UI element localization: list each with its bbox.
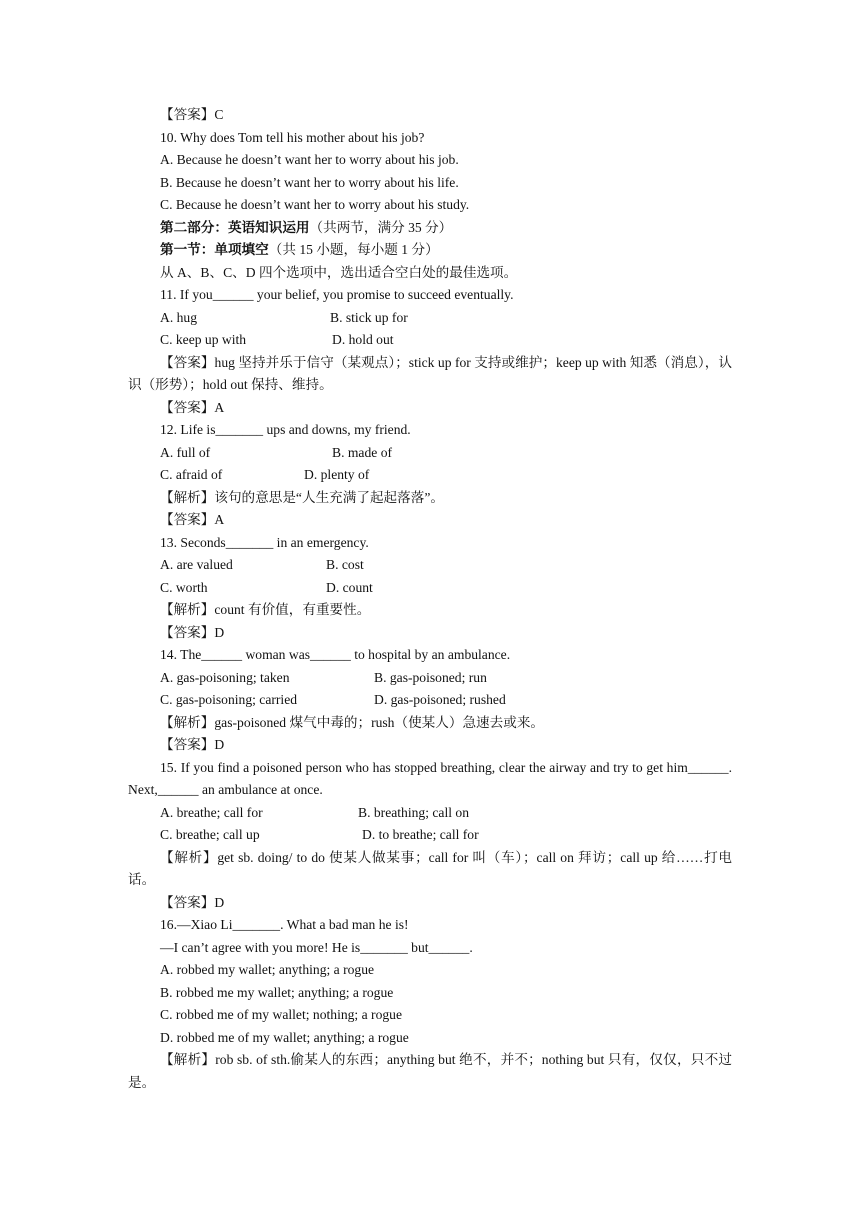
section1-note: （共 15 小题，每小题 1 分） [268, 242, 439, 257]
question-11-option-c: C. keep up with [160, 332, 247, 347]
question-14-option-c: C. gas-poisoning; carried [160, 692, 298, 707]
question-14-options-row2 [128, 689, 732, 712]
question-10-option-b: B. Because he doesn’t want her to worry about his life. [160, 174, 459, 190]
question-14-stem: 14. The______ woman was______ to hospital by an ambulance. [160, 647, 511, 662]
question-13-option-d: D. count [326, 579, 373, 595]
question-15-option-b: B. breathing; call on [358, 804, 469, 820]
question-11-option-a: A. hug [160, 309, 198, 325]
question-16-option-a: A. robbed my wallet; anything; a rogue [160, 962, 375, 977]
question-12-option-a: A. full of [160, 444, 211, 460]
question-11-explanation [128, 352, 732, 397]
question-11-options-row2 [128, 329, 732, 352]
explanation-label: 【解析】 [160, 849, 218, 865]
explanation-text: rob sb. of sth.偷某人的东西；anything but 绝不，并不；nothing but 只有，仅仅，只不过是。 [128, 1052, 732, 1090]
question-10-option-c: C. Because he doesn’t want her to worry about his study. [160, 197, 470, 212]
question-12-options-row1 [128, 442, 732, 465]
question-11-option-b: B. stick up for [330, 309, 408, 325]
question-13-option-c: C. worth [160, 579, 208, 595]
explanation-text: gas-poisoned 煤气中毒的；rush（使某人）急速去或来。 [214, 714, 545, 730]
explanation-text: get sb. doing/ to do 使某人做某事；call for 叫（车）；call on 拜访；call up 给……打电话。 [128, 849, 732, 887]
question-15-option-c: C. breathe; call up [160, 827, 260, 842]
question-13-explanation [128, 599, 732, 622]
question-16-option-b: B. robbed me my wallet; anything; a rogue [160, 984, 394, 1000]
question-16-option-d: D. robbed me of my wallet; anything; a rogue [160, 1029, 409, 1045]
question-16-explanation [128, 1049, 732, 1094]
question-14-explanation [128, 712, 732, 735]
question-13-stem: 13. Seconds_______ in an emergency. [160, 534, 369, 550]
question-14-option-a: A. gas-poisoning; taken [160, 669, 290, 685]
question-12-option-d: D. plenty of [304, 467, 370, 482]
question-12-option-b: B. made of [332, 444, 393, 460]
question-11-answer: 【答案】A [160, 399, 225, 415]
question-11-option-d: D. hold out [332, 332, 394, 347]
question-12-answer: 【答案】A [160, 512, 225, 527]
question-14-option-d: D. gas-poisoned; rushed [374, 692, 506, 707]
question-16-stem-2: —I can’t agree with you more! He is_______ but______. [160, 939, 473, 955]
question-13-option-b: B. cost [326, 557, 364, 572]
answer-line: 【答案】C [160, 107, 224, 122]
explanation-label: 【解析】 [160, 489, 215, 505]
question-16-option-c: C. robbed me of my wallet; nothing; a rogue [160, 1007, 402, 1022]
question-14-options-row1 [128, 667, 732, 690]
section1-title: 第一节：单项填空 [160, 242, 269, 257]
question-10-stem: 10. Why does Tom tell his mother about his job? [160, 129, 425, 145]
question-13-option-a: A. are valued [160, 557, 233, 572]
question-15-explanation [128, 847, 732, 892]
question-12-options-row2 [128, 464, 732, 487]
explanation-text: count 有价值，有重要性。 [214, 602, 371, 617]
question-13-answer: 【答案】D [160, 624, 225, 640]
question-15-options-row1 [128, 802, 732, 825]
question-14-option-b: B. gas-poisoned; run [374, 669, 487, 685]
explanation-label: 【解析】 [160, 1052, 216, 1067]
question-12-explanation [128, 487, 732, 510]
question-13-options-row2 [128, 577, 732, 600]
document-body [128, 104, 732, 1094]
part2-title: 第二部分：英语知识运用 [160, 219, 310, 235]
explanation-text: hug 坚持并乐于信守（某观点）；stick up for 支持或维护；keep up with 知悉（消息），认识（形势）；hold out 保持、维持。 [128, 354, 732, 392]
question-11-options-row1 [128, 307, 732, 330]
question-11-stem: 11. If you______ your belief, you promise to succeed eventually. [160, 287, 514, 302]
question-15-answer: 【答案】D [160, 894, 225, 910]
section1-instructions: 从 A、B、C、D 四个选项中，选出适合空白处的最佳选项。 [160, 264, 518, 280]
question-15-options-row2 [128, 824, 732, 847]
question-15-option-d: D. to breathe; call for [362, 827, 479, 842]
part2-heading [128, 217, 732, 240]
question-10-option-a: A. Because he doesn’t want her to worry about his job. [160, 152, 459, 167]
explanation-label: 【解析】 [160, 714, 215, 730]
section1-heading [128, 239, 732, 262]
question-15-stem: 15. If you find a poisoned person who has stopped breathing, clear the airway and try to get him______. Next,______ an ambulance at once. [128, 759, 732, 797]
question-13-options-row1 [128, 554, 732, 577]
explanation-text: 该句的意思是“人生充满了起起落落”。 [214, 489, 444, 505]
question-16-stem-1: 16.—Xiao Li_______. What a bad man he is! [160, 917, 409, 932]
question-12-option-c: C. afraid of [160, 467, 223, 482]
part2-note: （共两节，满分 35 分） [309, 219, 453, 235]
explanation-label: 【答案】 [160, 354, 215, 370]
question-15-option-a: A. breathe; call for [160, 804, 263, 820]
question-12-stem: 12. Life is_______ ups and downs, my friend. [160, 422, 411, 437]
question-14-answer: 【答案】D [160, 737, 225, 752]
explanation-label: 【解析】 [160, 602, 215, 617]
